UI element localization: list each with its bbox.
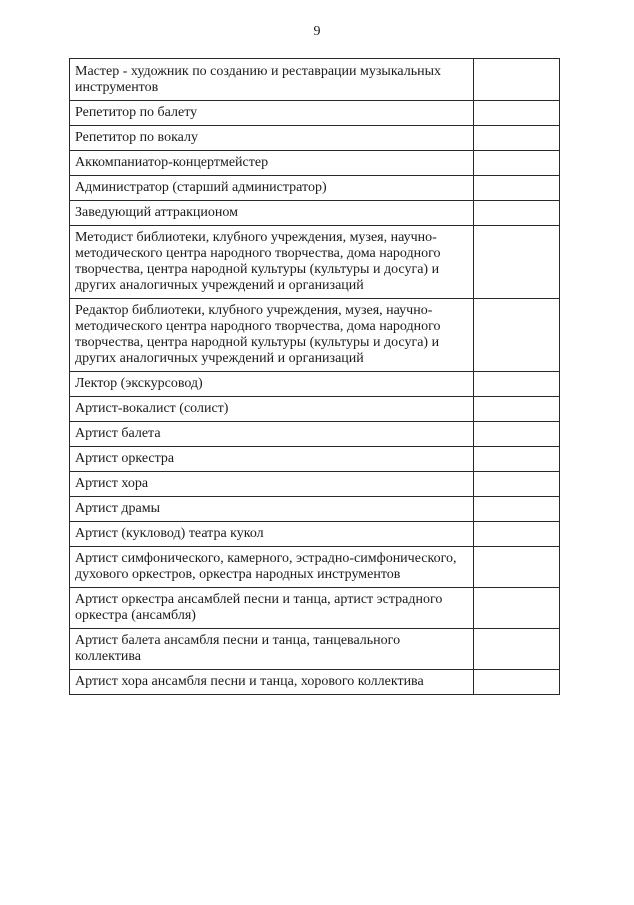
position-name: Артист оркестра ансамблей песни и танца, артист эстрадного оркестра (ансамбля) xyxy=(75,592,443,623)
position-name-cell xyxy=(70,126,474,151)
position-name: Мастер - художник по созданию и реставрации музыкальных инструментов xyxy=(75,64,442,95)
table-row xyxy=(70,397,560,422)
page-number: 9 xyxy=(313,24,321,39)
position-name: Артист балета xyxy=(75,426,161,441)
position-name-cell xyxy=(70,397,474,422)
position-name-cell xyxy=(70,522,474,547)
position-name-cell xyxy=(70,497,474,522)
table-row xyxy=(70,547,560,588)
position-name: Репетитор по балету xyxy=(75,105,198,120)
value-cell xyxy=(474,101,560,126)
positions-table-body xyxy=(70,59,560,695)
value-cell xyxy=(474,447,560,472)
table-row xyxy=(70,447,560,472)
position-name-cell xyxy=(70,547,474,588)
value-cell xyxy=(474,522,560,547)
position-name-cell xyxy=(70,422,474,447)
table-row xyxy=(70,670,560,695)
value-cell xyxy=(474,59,560,101)
position-name-cell xyxy=(70,372,474,397)
position-name-cell xyxy=(70,176,474,201)
value-cell xyxy=(474,126,560,151)
position-name: Заведующий аттракционом xyxy=(75,205,238,220)
position-name: Артист хора ансамбля песни и танца, хорового коллектива xyxy=(75,674,424,689)
position-name: Артист драмы xyxy=(75,501,160,516)
table-row xyxy=(70,522,560,547)
position-name-cell xyxy=(70,201,474,226)
value-cell xyxy=(474,497,560,522)
position-name: Артист (кукловод) театра кукол xyxy=(75,526,264,541)
position-name: Редактор библиотеки, клубного учреждения, музея, научно-методического центра народного творчества, дома народного творчества, центра народной культуры (культуры и досуга) и других аналогичных учреждений и организаций xyxy=(75,303,441,366)
positions-table xyxy=(69,58,560,695)
value-cell xyxy=(474,372,560,397)
value-cell xyxy=(474,299,560,372)
value-cell xyxy=(474,397,560,422)
position-name: Лектор (экскурсовод) xyxy=(75,376,203,391)
value-cell xyxy=(474,226,560,299)
position-name-cell xyxy=(70,151,474,176)
table-row xyxy=(70,497,560,522)
table-row xyxy=(70,59,560,101)
position-name-cell xyxy=(70,472,474,497)
table-row xyxy=(70,299,560,372)
position-name-cell xyxy=(70,226,474,299)
position-name-cell xyxy=(70,447,474,472)
position-name: Артист-вокалист (солист) xyxy=(75,401,229,416)
position-name-cell xyxy=(70,670,474,695)
value-cell xyxy=(474,547,560,588)
position-name: Артист балета ансамбля песни и танца, танцевального коллектива xyxy=(75,633,401,664)
table-row xyxy=(70,126,560,151)
position-name-cell xyxy=(70,59,474,101)
position-name-cell xyxy=(70,588,474,629)
value-cell xyxy=(474,472,560,497)
position-name: Артист оркестра xyxy=(75,451,175,466)
table-row xyxy=(70,226,560,299)
value-cell xyxy=(474,201,560,226)
value-cell xyxy=(474,588,560,629)
table-row xyxy=(70,176,560,201)
position-name: Аккомпаниатор-концертмейстер xyxy=(75,155,269,170)
position-name: Методист библиотеки, клубного учреждения, музея, научно-методического центра народного творчества, дома народного творчества, центра народной культуры (культуры и досуга) и других аналогичных учреждений и организаций xyxy=(75,230,441,293)
value-cell xyxy=(474,151,560,176)
position-name: Артист хора xyxy=(75,476,149,491)
value-cell xyxy=(474,670,560,695)
table-row xyxy=(70,101,560,126)
table-row xyxy=(70,588,560,629)
position-name-cell xyxy=(70,299,474,372)
position-name: Репетитор по вокалу xyxy=(75,130,198,145)
position-name-cell xyxy=(70,101,474,126)
value-cell xyxy=(474,176,560,201)
position-name: Артист симфонического, камерного, эстрадно-симфонического, духового оркестров, оркестра народных инструментов xyxy=(75,551,457,582)
position-name-cell xyxy=(70,629,474,670)
table-row xyxy=(70,372,560,397)
table-row xyxy=(70,151,560,176)
table-row xyxy=(70,422,560,447)
value-cell xyxy=(474,422,560,447)
value-cell xyxy=(474,629,560,670)
position-name: Администратор (старший администратор) xyxy=(75,180,327,195)
table-row xyxy=(70,201,560,226)
table-row xyxy=(70,629,560,670)
table-row xyxy=(70,472,560,497)
